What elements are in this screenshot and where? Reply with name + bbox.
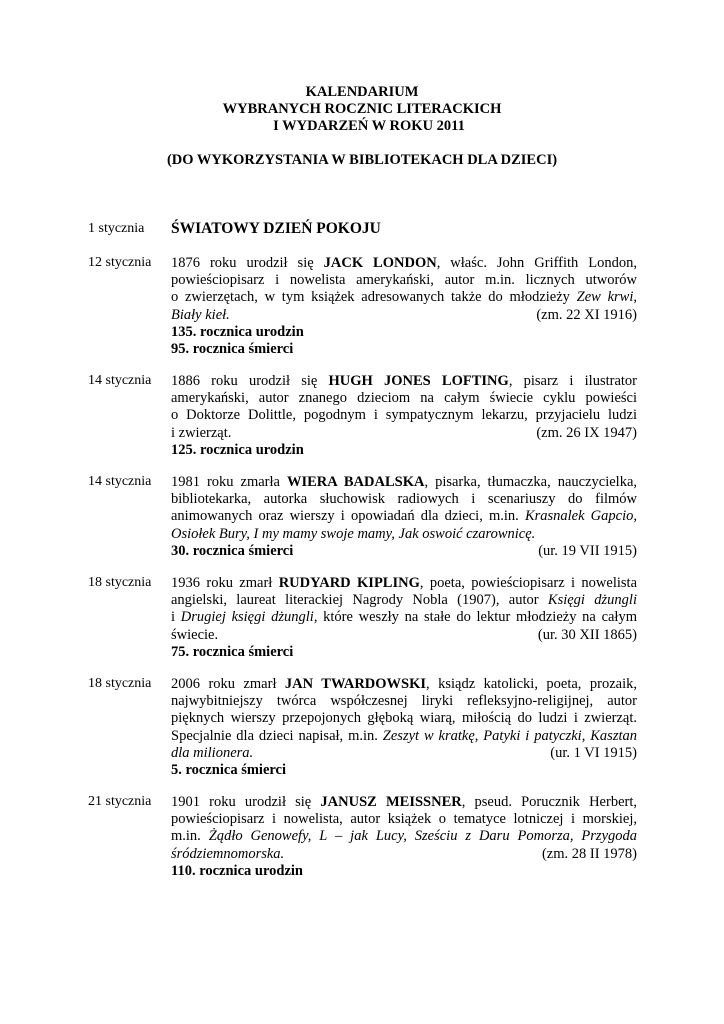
entry-date: 12 stycznia [88,255,152,270]
entry-text [171,474,637,560]
entry-line: bibliotekarka, autorka słuchowisk radiowych i scenariuszy do filmów [171,491,637,508]
entry-date: 18 stycznia [88,575,152,590]
life-date: (ur. 19 VII 1915) [538,542,637,559]
entry-text [171,373,637,459]
book-title: Osiołek Bury, I my mamy swoje mamy, Jak oswoić czarownicę. [171,525,536,542]
anniversary: 30. rocznica śmierci (ur. 19 VII 1915) [171,542,637,559]
entry-text [171,255,637,358]
author-name: JAN TWARDOWSKI [284,676,427,692]
anniversary: 95. rocznica śmierci [171,340,294,357]
book-title: Żądło Genowefy, L – jak Lucy, Sześciu z Daru Pomorza, Przygoda [208,828,638,845]
entry-line: amerykański, autor znanego dzieciom na całym świecie cyklu powieści [171,390,637,407]
entry-line: pięknych wierszy przepojonych głęboką wiarą, miłością do ludzi i zwierząt. [171,710,637,727]
entry-text [171,575,637,661]
life-date: (zm. 26 IX 1947) [536,424,637,441]
entry-line: i Drugiej księgi dżungli, które weszły na stałe do lektur młodzieży na całym [171,609,637,626]
entry-line: 1886 roku urodził się HUGH JONES LOFTING, pisarz i ilustrator [171,373,637,389]
entry-line: o zwierzętach, w tym książek adresowanych także do młodzieży Zew krwi, [171,289,637,306]
entry-line: 1981 roku zmarła WIERA BADALSKA, pisarka, tłumaczka, nauczycielka, [171,474,638,490]
entry-text [171,676,637,779]
entry-date: 14 stycznia [88,474,152,489]
entry-line: powieściopisarz i nowelista amerykański, autor m.in. licznych utworów [171,272,637,289]
entry-line: i zwierząt. (zm. 26 IX 1947) [171,424,637,441]
anniversary: 5. rocznica śmierci [171,761,287,778]
life-date: (ur. 1 VI 1915) [550,744,637,761]
book-title: dla milionera. [171,744,254,761]
entry-line: m.in. Żądło Genowefy, L – jak Lucy, Sześciu z Daru Pomorza, Przygoda [171,828,638,845]
entry-line: powieściopisarz i nowelista, autor książek o tematyce lotniczej i morskiej, [171,811,637,828]
entry-line: świecie. (ur. 30 XII 1865) [171,626,637,643]
entry-line [171,307,637,324]
entry-date: 14 stycznia [88,373,152,388]
doc-subtitle: (DO WYKORZYSTANIA W BIBLIOTEKACH DLA DZIECI) [166,152,558,168]
entry-date: 1 stycznia [88,221,145,236]
entry-line: 1936 roku zmarł RUDYARD KIPLING, poeta, powieściopisarz i nowelista [171,575,638,591]
entry-line: angielski, laureat literackiej Nagrody Nobla (1907), autor Księgi dżungli [171,592,637,609]
doc-title-line-2: WYBRANYCH ROCZNIC LITERACKICH [222,101,502,117]
entry-line: Specjalnie dla dzieci napisał, m.in. Zeszyt w kratkę, Patyki i patyczki, Kasztan [171,727,637,744]
author-name: JANUSZ MEISSNER [320,794,462,810]
entry-line: najwybitniejszy twórca współczesnej liryki refleksyjno-religijnej, autor [171,693,637,710]
author-name: RUDYARD KIPLING [278,575,420,591]
entry-line [171,745,637,762]
anniversary: 125. rocznica urodzin [171,441,304,458]
author-name: HUGH JONES LOFTING [328,373,509,389]
entry-line [171,526,637,543]
book-title: Księgi dżungli [547,592,637,609]
entry-text [171,794,637,880]
entry-date: 21 stycznia [88,794,152,809]
life-date: (zm. 28 II 1978) [541,845,637,862]
entry-title: ŚWIATOWY DZIEŃ POKOJU [171,220,381,237]
book-title: Biały kieł. [171,306,230,323]
life-date: (zm. 22 XI 1916) [536,306,637,323]
author-name: JACK LONDON [323,255,437,271]
book-title: Drugiej księgi dżungli [180,609,314,626]
anniversary: 75. rocznica śmierci [171,643,294,660]
entry-date: 18 stycznia [88,676,152,691]
doc-title-line-1: KALENDARIUM [305,84,419,100]
anniversary: 135. rocznica urodzin [171,323,304,340]
life-date: (ur. 30 XII 1865) [537,626,637,643]
author-name: WIERA BADALSKA [286,474,425,490]
doc-title-line-3: I WYDARZEŃ W ROKU 2011 [273,118,465,134]
entry-line: 2006 roku zmarł JAN TWARDOWSKI, ksiądz katolicki, poeta, prozaik, [171,676,637,692]
anniversary: 110. rocznica urodzin [171,862,303,879]
entry-line [171,846,637,863]
book-title: śródziemnomorska. [171,845,285,862]
entry-line: 1876 roku urodził się JACK LONDON, właśc. John Griffith London, [171,255,638,271]
book-title: Zew krwi, [576,289,637,306]
entry-line: o Doktorze Dolittle, pogodnym i sympatycznym lekarzu, przyjacielu ludzi [171,407,637,424]
book-title: Krasnalek Gapcio, [524,508,637,525]
entry-line: 1901 roku urodził się JANUSZ MEISSNER, pseud. Porucznik Herbert, [171,794,637,810]
entry-line: animowanych oraz wierszy i opowiadań dla dzieci, m.in. Krasnalek Gapcio, [171,508,637,525]
book-title: Zeszyt w kratkę, Patyki i patyczki, Kasztan [382,727,637,744]
